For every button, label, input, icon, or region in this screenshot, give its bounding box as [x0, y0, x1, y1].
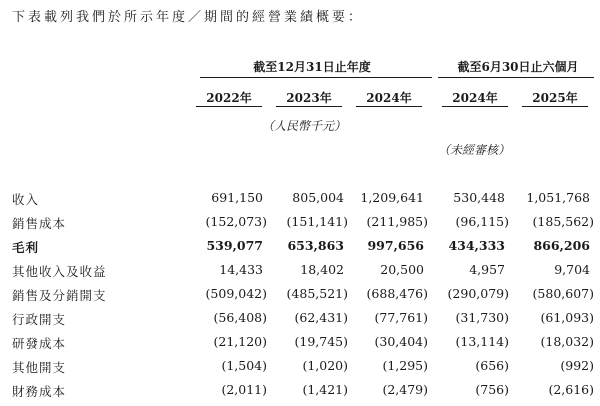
cell-2025-h1: 866,206: [533, 238, 590, 253]
row-label: 研發成本: [12, 336, 67, 351]
cell-2022: 539,077: [206, 238, 263, 253]
year-rule-2023: [276, 106, 342, 107]
year-header-2023: 2023年: [286, 91, 332, 105]
cell-2024-h1: 4,957: [469, 262, 505, 277]
cell-2022: (1,504): [221, 358, 267, 373]
year-header-2025-h1: 2025年: [532, 91, 578, 105]
cell-2024: 997,656: [367, 238, 424, 253]
cell-2023: (19,745): [294, 334, 348, 349]
intro-text: 下表載列我們於所示年度／期間的經營業績概要：: [12, 10, 365, 25]
cell-2025-h1: 9,704: [554, 262, 590, 277]
cell-2024: (1,295): [382, 358, 428, 373]
cell-2024: 1,209,641: [360, 190, 424, 205]
cell-2024: (77,761): [374, 310, 428, 325]
cell-2024-h1: 434,333: [448, 238, 505, 253]
cell-2024-h1: (31,730): [455, 310, 509, 325]
row-label: 銷售及分銷開支: [12, 288, 107, 303]
group-header-full-year-rule: [200, 77, 432, 78]
unit-label: （人民幣千元）: [262, 119, 347, 133]
cell-2023: 653,863: [287, 238, 344, 253]
cell-2022: 691,150: [211, 190, 263, 205]
table-row: [0, 262, 600, 286]
cell-2022: (152,073): [205, 214, 267, 229]
cell-2024-h1: 530,448: [453, 190, 505, 205]
year-header-2024-h1: 2024年: [452, 91, 498, 105]
unaudited-label: （未經審核）: [438, 143, 511, 157]
cell-2022: (2,011): [221, 382, 267, 397]
cell-2022: 14,433: [219, 262, 263, 277]
cell-2024: 20,500: [380, 262, 424, 277]
cell-2025-h1: (61,093): [540, 310, 594, 325]
table-row: [0, 334, 600, 358]
row-label: 收入: [12, 192, 40, 207]
cell-2024-h1: (13,114): [455, 334, 509, 349]
table-row: [0, 238, 600, 262]
row-label: 毛利: [12, 240, 40, 255]
year-rule-2025-h1: [522, 106, 588, 107]
cell-2023: (62,431): [294, 310, 348, 325]
cell-2025-h1: (2,616): [548, 382, 594, 397]
table-row: [0, 310, 600, 334]
cell-2023: 18,402: [300, 262, 344, 277]
group-header-half-year-rule: [438, 77, 594, 78]
cell-2023: (151,141): [286, 214, 348, 229]
table-row: [0, 214, 600, 238]
cell-2023: 805,004: [292, 190, 344, 205]
cell-2022: (56,408): [213, 310, 267, 325]
year-rule-2022: [196, 106, 262, 107]
year-rule-2024-h1: [442, 106, 508, 107]
group-header-full-year: 截至12月31日止年度: [253, 60, 371, 74]
row-label: 銷售成本: [12, 216, 67, 231]
table-row: [0, 382, 600, 406]
table-row: [0, 190, 600, 214]
cell-2025-h1: (185,562): [532, 214, 594, 229]
cell-2024-h1: (96,115): [455, 214, 509, 229]
cell-2023: (485,521): [286, 286, 348, 301]
cell-2024-h1: (656): [475, 358, 509, 373]
year-rule-2024: [356, 106, 422, 107]
row-label: 其他收入及收益: [12, 264, 107, 279]
cell-2023: (1,421): [302, 382, 348, 397]
row-label: 行政開支: [12, 312, 67, 327]
cell-2025-h1: (18,032): [540, 334, 594, 349]
cell-2024: (30,404): [374, 334, 428, 349]
cell-2023: (1,020): [302, 358, 348, 373]
year-header-2022: 2022年: [206, 91, 252, 105]
cell-2025-h1: (992): [560, 358, 594, 373]
cell-2022: (509,042): [205, 286, 267, 301]
cell-2024: (688,476): [366, 286, 428, 301]
group-header-half-year: 截至6月30日止六個月: [457, 60, 579, 74]
year-header-2024: 2024年: [366, 91, 412, 105]
cell-2024: (2,479): [382, 382, 428, 397]
cell-2024: (211,985): [366, 214, 428, 229]
table-row: [0, 286, 600, 310]
cell-2025-h1: (580,607): [532, 286, 594, 301]
table-row: [0, 358, 600, 382]
cell-2024-h1: (290,079): [447, 286, 509, 301]
cell-2022: (21,120): [213, 334, 267, 349]
row-label: 財務成本: [12, 384, 67, 399]
cell-2024-h1: (756): [475, 382, 509, 397]
row-label: 其他開支: [12, 360, 67, 375]
cell-2025-h1: 1,051,768: [526, 190, 590, 205]
